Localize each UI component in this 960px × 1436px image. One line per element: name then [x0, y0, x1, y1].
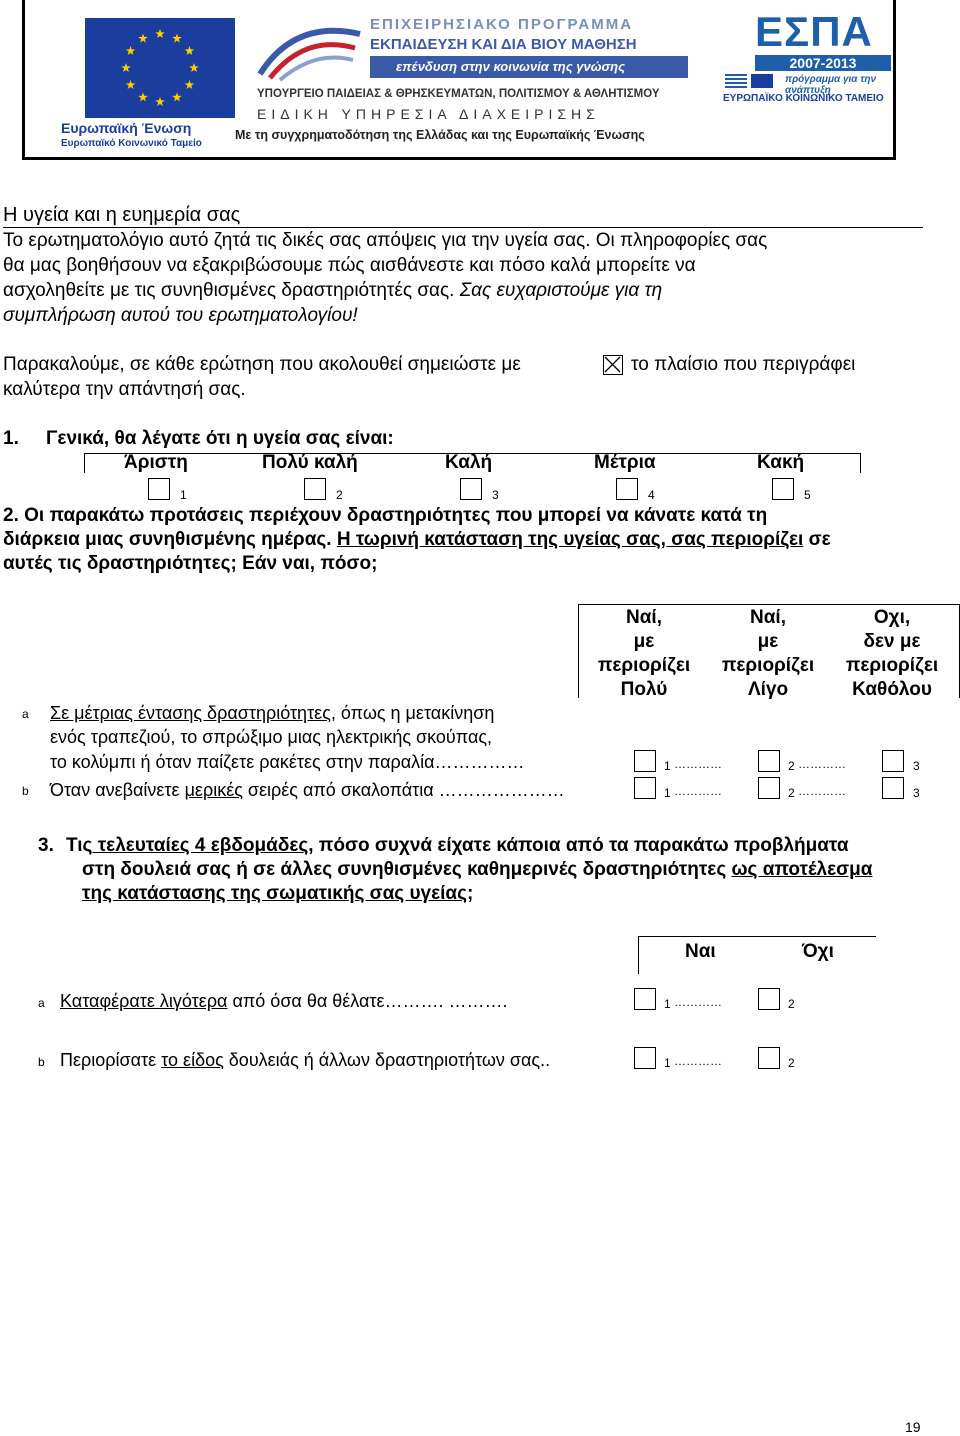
- q2-line2-part-c: σε: [803, 529, 831, 550]
- eu-mini-flag-icon: [751, 74, 773, 88]
- intro-line2: θα μας βοηθήσουν να εξακριβώσουμε πώς αισθάνεστε και πόσο καλά μπορείτε να: [3, 255, 696, 276]
- q2-col1-l4: Πολύ: [620, 679, 668, 700]
- q2-item-b-dots-1: …………: [674, 784, 722, 798]
- q2-item-a-underlined: Σε μέτριας έντασης δραστηριότητες: [50, 703, 331, 723]
- q3-item-b-underlined: το είδος: [161, 1050, 224, 1070]
- q3-item-b-code-2: 2: [788, 1056, 795, 1070]
- q2-item-a-dots-2: …………: [798, 757, 846, 771]
- q1-option-label-1: Άριστη: [124, 452, 188, 473]
- q3-item-b-letter: b: [38, 1055, 45, 1069]
- q2-item-a-checkbox-1[interactable]: [634, 750, 656, 772]
- page-number: 19: [905, 1419, 921, 1435]
- q2-item-b-post: σειρές από σκαλοπάτια …………………: [242, 780, 565, 800]
- q3-item-b-code-1: 1: [664, 1056, 671, 1070]
- q2-item-b-code-1: 1: [664, 786, 671, 800]
- q2-line2: [3, 528, 831, 552]
- q1-option-label-2: Πολύ καλή: [262, 452, 358, 473]
- q3-item-a-underlined: Καταφέρατε λιγότερα: [60, 991, 228, 1011]
- q3-l1-pre: Τις: [66, 835, 93, 856]
- q1-checkbox-2[interactable]: [304, 478, 326, 500]
- ministry-name: ΥΠΟΥΡΓΕΙΟ ΠΑΙΔΕΙΑΣ & ΘΡΗΣΚΕΥΜΑΤΩΝ, ΠΟΛΙΤΙΣΜΟΥ & ΑΘΛΗΤΙΣΜΟΥ: [257, 88, 660, 100]
- eu-title: Ευρωπαϊκή Ένωση: [61, 120, 192, 136]
- espa-years: 2007-2013: [755, 55, 891, 71]
- q3-line1: [66, 834, 849, 858]
- q2-item-a-letter: a: [22, 707, 29, 721]
- eu-stars-icon: [85, 18, 235, 118]
- programme-logo-icon: [255, 14, 365, 82]
- q1-option-label-3: Καλή: [445, 452, 493, 473]
- q2-item-b-checkbox-2[interactable]: [758, 777, 780, 799]
- q3-item-a-code-2: 2: [788, 997, 795, 1011]
- q3-l3-underlined: της κατάστασης της σωματικής σας υγείας: [82, 883, 467, 904]
- q1-option-label-4: Μέτρια: [594, 452, 656, 473]
- q3-line2: [82, 858, 872, 882]
- intro-line4: συμπλήρωση αυτού του ερωτηματολογίου!: [3, 305, 358, 326]
- q3-columns-frame: [638, 936, 876, 974]
- q3-item-a-checkbox-1[interactable]: [634, 988, 656, 1010]
- greek-flag-icon: [725, 74, 747, 88]
- q3-item-b-text: [60, 1048, 550, 1072]
- q1-text: Γενικά, θα λέγατε ότι η υγεία σας είναι:: [46, 428, 394, 449]
- q2-item-a-code-2: 2: [788, 759, 795, 773]
- programme-slogan: επένδυση στην κοινωνία της γνώσης: [396, 59, 626, 74]
- q3-item-b-post: δουλειάς ή άλλων δραστηριοτήτων σας..: [223, 1050, 551, 1070]
- q1-checkbox-3[interactable]: [460, 478, 482, 500]
- intro-line3: [3, 279, 662, 303]
- q2-item-b-text: [50, 778, 565, 802]
- cofund-text: Με τη συγχρηματοδότηση της Ελλάδας και της Ευρωπαϊκής Ένωσης: [235, 128, 645, 142]
- q2-item-b-underlined: μερικές: [184, 780, 243, 800]
- q1-code-3: 3: [492, 488, 499, 502]
- q3-item-b-checkbox-1[interactable]: [634, 1047, 656, 1069]
- q3-item-b-pre: Περιορίσατε: [60, 1050, 162, 1070]
- q2-item-a-checkbox-2[interactable]: [758, 750, 780, 772]
- q1-code-5: 5: [804, 488, 811, 502]
- q2-item-b-code-2: 2: [788, 786, 795, 800]
- q2-item-a-l1-rest: , όπως η μετακίνηση: [330, 703, 495, 723]
- q2-item-a-line1: [50, 701, 494, 725]
- q2-item-b-checkbox-1[interactable]: [634, 777, 656, 799]
- q2-item-b-letter: b: [22, 784, 29, 798]
- q1-number: 1.: [3, 428, 19, 449]
- intro-line3-italic: Σας ευχαριστούμε για τη: [459, 280, 663, 301]
- q2-item-b-code-3: 3: [913, 786, 920, 800]
- q2-col3-l2: δεν με: [863, 631, 921, 652]
- q2-col2-l1: Ναί,: [750, 607, 786, 628]
- agency-name: ΕΙΔΙΚΗ ΥΠΗΡΕΣΙΑ ΔΙΑΧΕΙΡΙΣΗΣ: [257, 106, 600, 122]
- q3-column-no: Όχι: [802, 941, 834, 962]
- q1-checkbox-4[interactable]: [616, 478, 638, 500]
- q3-item-b-checkbox-2[interactable]: [758, 1047, 780, 1069]
- q2-col2-l2: με: [757, 631, 779, 652]
- q2-col1-l3: περιορίζει: [597, 655, 691, 676]
- q2-item-a-line3: το κολύμπι ή όταν παίζετε ρακέτες στην παραλία……………: [50, 752, 525, 772]
- q1-code-1: 1: [180, 488, 187, 502]
- header-banner: [22, 0, 896, 160]
- q2-column-3: [828, 606, 956, 702]
- q2-line2-part-a: διάρκεια μιας συνηθισμένης ημέρας.: [3, 529, 337, 550]
- q3-l2-underlined: ως αποτέλεσμα: [731, 859, 873, 880]
- q2-col2-l4: Λίγο: [747, 679, 789, 700]
- q3-column-yes: Ναι: [685, 941, 716, 962]
- instruction-part1: Παρακαλούμε, σε κάθε ερώτηση που ακολουθεί σημειώστε με: [3, 354, 521, 375]
- q2-column-2: [704, 606, 832, 702]
- q3-item-a-post: από όσα θα θέλατε………. ……….: [227, 991, 508, 1011]
- q3-item-a-text: [60, 989, 508, 1013]
- eu-flag-icon: [85, 18, 235, 118]
- q2-item-a-code-3: 3: [913, 759, 920, 773]
- q3-item-b-dots-1: …………: [674, 1054, 722, 1068]
- q2-item-a-line2: ενός τραπεζιού, το σπρώξιμο μιας ηλεκτρικής σκούπας,: [50, 727, 493, 747]
- q3-item-a-letter: a: [38, 996, 45, 1010]
- esf-text: ΕΥΡΩΠΑΪΚΟ ΚΟΙΝΩΝΙΚΟ ΤΑΜΕΙΟ: [723, 93, 884, 104]
- q1-option-label-5: Κακή: [757, 452, 805, 473]
- page-heading: Η υγεία και η ευημερία σας: [3, 204, 241, 226]
- q2-col3-l4: Καθόλου: [852, 679, 932, 700]
- q2-line3: αυτές τις δραστηριότητες; Εάν ναι, πόσο;: [3, 553, 378, 574]
- q1-checkbox-1[interactable]: [148, 478, 170, 500]
- q3-l1-underlined: τελευταίες 4 εβδομάδες: [92, 835, 309, 856]
- instruction-line2: καλύτερα την απάντησή σας.: [3, 379, 246, 400]
- programme-line2: ΕΚΠΑΙΔΕΥΣΗ ΚΑΙ ΔΙΑ ΒΙΟΥ ΜΑΘΗΣΗ: [370, 36, 637, 53]
- instruction-part2: το πλαίσιο που περιγράφει: [631, 354, 856, 375]
- q3-item-a-checkbox-2[interactable]: [758, 988, 780, 1010]
- q1-code-4: 4: [648, 488, 655, 502]
- q3-number: 3.: [38, 835, 54, 856]
- q2-col1-l1: Ναί,: [626, 607, 662, 628]
- q2-line2-underlined: Η τωρινή κατάσταση της υγείας σας, σας περιορίζει: [336, 529, 804, 550]
- q3-l2-normal: στη δουλειά σας ή σε άλλες συνηθισμένες καθημερινές δραστηριότητες: [82, 859, 732, 880]
- checked-box-example-icon: [603, 355, 623, 375]
- q2-column-1: [580, 606, 708, 702]
- q2-col1-l2: με: [633, 631, 655, 652]
- programme-slogan-bar: [370, 56, 688, 78]
- q2-item-a-dots-1: …………: [674, 757, 722, 771]
- q2-col3-l1: Οχι,: [873, 607, 911, 628]
- q3-item-a-dots-1: …………: [674, 995, 722, 1009]
- q2-col2-l3: περιορίζει: [721, 655, 815, 676]
- q3-line3: [82, 882, 473, 906]
- q2-item-b-dots-2: …………: [798, 784, 846, 798]
- espa-slogan: πρόγραμμα για την ανάπτυξη: [785, 74, 877, 96]
- eu-subtitle: Ευρωπαϊκό Κοινωνικό Ταμείο: [61, 138, 202, 149]
- q2-item-a-code-1: 1: [664, 759, 672, 773]
- q2-item-b-pre: Όταν ανεβαίνετε: [50, 780, 185, 800]
- q1-code-2: 2: [336, 488, 343, 502]
- intro-line3-normal: ασχοληθείτε με τις συνηθισμένες δραστηριότητές σας.: [3, 280, 460, 301]
- espa-logo: ΕΣΠΑ: [755, 8, 873, 55]
- q3-l1-post: , πόσο συχνά είχατε κάποια από τα παρακάτω προβλήματα: [308, 835, 849, 856]
- programme-line1: ΕΠΙΧΕΙΡΗΣΙΑΚΟ ΠΡΟΓΡΑΜΜΑ: [370, 16, 634, 33]
- q3-l3-rest: ;: [466, 883, 474, 904]
- q2-col3-l3: περιορίζει: [845, 655, 939, 676]
- q3-item-a-code-1: 1: [664, 997, 671, 1011]
- q2-item-b-checkbox-3[interactable]: [882, 777, 904, 799]
- heading-rule: [3, 227, 923, 228]
- intro-line1: Το ερωτηματολόγιο αυτό ζητά τις δικές σας απόψεις για την υγεία σας. Οι πληροφορίες σας: [3, 230, 768, 251]
- q2-item-a-checkbox-3[interactable]: [882, 750, 904, 772]
- q2-line1: 2. Οι παρακάτω προτάσεις περιέχουν δραστηριότητες που μπορεί να κάνατε κατά τη: [3, 505, 768, 526]
- q1-checkbox-5[interactable]: [772, 478, 794, 500]
